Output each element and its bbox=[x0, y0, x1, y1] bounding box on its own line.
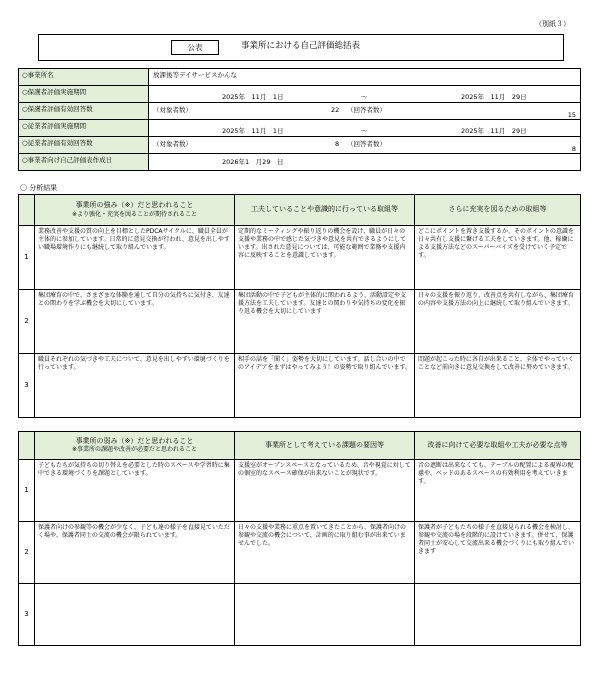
weakness-cell bbox=[35, 584, 235, 646]
table-row bbox=[19, 460, 581, 522]
guardian-period-end: 2025年 11月 29日 bbox=[461, 93, 527, 101]
strengths-header-row bbox=[19, 195, 581, 226]
table-row bbox=[19, 226, 581, 290]
info-row-office bbox=[19, 69, 581, 86]
guardian-target-value: 22 bbox=[331, 106, 340, 114]
staff-target-value: 8 bbox=[335, 140, 340, 148]
guardian-period-start: 2025年 11月 1日 bbox=[222, 93, 284, 101]
table-row bbox=[19, 584, 581, 646]
weakness-improve-cell bbox=[415, 584, 581, 646]
guardian-period-tilde: ～ bbox=[361, 93, 368, 101]
weakness-cause-cell: 日々の支援や業務に重点を置いてきたことから、保護者向けの参観や交流の機会について、計画的に取り組む事が出来ていませんでした。 bbox=[235, 522, 415, 584]
strengths-header-col2: 工夫していることや意識的に行っている取組等 bbox=[235, 195, 415, 226]
table-row bbox=[19, 522, 581, 584]
weakness-cell: 子どもたちが気持ちの切り替えを必要とした時のスペースや学習時に集中できる環境づくりを課題としています。 bbox=[35, 460, 235, 522]
analysis-label: 〇 分析結果 bbox=[20, 184, 58, 192]
weaknesses-header-col2: 事業所として考えている課題の要因等 bbox=[235, 432, 415, 460]
staff-respondent-value: 8 bbox=[571, 145, 576, 153]
strength-cell: 業務改善や支援の質の向上を目標としたPDCAサイクルに、職員全員が主体的に参加しています。日常的に意見交換が行われ、意見を出しやすい職場環境作りにも継続して取り組んでいます。 bbox=[35, 226, 235, 290]
weakness-cause-cell bbox=[235, 584, 415, 646]
weaknesses-header-col1: 事業所の弱み（※）だと思われること ※事業所の課題や改善が必要だと思われること bbox=[35, 432, 235, 460]
strength-effort-cell: 集団活動の中で子どもが主体的に関われるよう、活動設定や支援方法を工夫しています。友達との関わりや気持ちの変化を振り返る機会を大切にしています bbox=[235, 290, 415, 354]
info-table bbox=[18, 68, 581, 171]
strength-improve-cell: 問題が起こった時に各自が出来ること、全体でやっていくことなど前向きに意見交換をして改善に努めていきます。 bbox=[415, 354, 581, 418]
strengths-table bbox=[18, 194, 581, 418]
guardian-period-label: ○保護者評価実施期間 bbox=[19, 86, 149, 103]
table-row bbox=[19, 290, 581, 354]
row-number: 3 bbox=[19, 584, 35, 646]
row-number: 2 bbox=[19, 522, 35, 584]
weakness-cause-cell: 支援室がオープンスペースとなっているため、音や視覚に対しての個室的なスペース確保が出来ないことが現状です。 bbox=[235, 460, 415, 522]
strength-improve-cell: 日々の支援を振り返り、改善点を共有しながら、集団療育の内容や支援方法の向上に継続して取り組んでいきます。 bbox=[415, 290, 581, 354]
created-label: ○事業者向け自己評価表作成日 bbox=[19, 154, 149, 171]
info-row-guardian-period bbox=[19, 86, 581, 103]
row-number: 1 bbox=[19, 226, 35, 290]
strength-cell: 職員それぞれの気づきや工夫について、意見を出しやすい環境づくりを行っています。 bbox=[35, 354, 235, 418]
info-row-staff-count bbox=[19, 137, 581, 154]
info-row-guardian-count bbox=[19, 103, 581, 120]
weakness-improve-cell: 音の遮断は出来なくても、テーブルの配置による視界の配慮や、ベッドのあるスペースの有効利用を考えていきます。 bbox=[415, 460, 581, 522]
created-value: 2026年1 月29 日 bbox=[222, 158, 284, 166]
guardian-respondent-label: （回答者数） bbox=[347, 106, 386, 114]
row-number: 3 bbox=[19, 354, 35, 418]
strengths-header-col1-sub: ※より強化・充実を図ることが期待されること bbox=[71, 210, 198, 218]
office-label: ○事業所名 bbox=[19, 69, 149, 86]
weaknesses-header-row bbox=[19, 432, 581, 460]
strength-effort-cell: 定期的なミーティングや振り返りの機会を設け、職員が日々の支援や業務の中で感じた気づきや意見を共有できるようにしています。出された意見については、可能な範囲で業務や支援内容に反映することを意識しています。 bbox=[235, 226, 415, 290]
strengths-header-col3: さらに充実を図るための取組等 bbox=[415, 195, 581, 226]
row-number: 2 bbox=[19, 290, 35, 354]
weakness-cell: 保護者向けの参観等の機会が少なく、子ども達の様子を直接見ていただく場や、保護者同士の交流の機会が限られています。 bbox=[35, 522, 235, 584]
staff-period-tilde: ～ bbox=[361, 127, 368, 135]
weaknesses-header-col1-sub: ※事業所の課題や改善が必要だと思われること bbox=[71, 446, 198, 454]
staff-target-label: （対象者数） bbox=[153, 140, 192, 148]
title-box bbox=[38, 34, 564, 61]
staff-period-end: 2025年 11月 29日 bbox=[461, 127, 527, 135]
page-title: 事業所における自己評価総括表 bbox=[241, 41, 361, 51]
publication-badge: 公表 bbox=[171, 40, 219, 55]
info-row-created bbox=[19, 154, 581, 171]
info-row-staff-period bbox=[19, 120, 581, 137]
staff-period-start: 2025年 11月 1日 bbox=[222, 127, 284, 135]
staff-period-label: ○従業者評価実施期間 bbox=[19, 120, 149, 137]
strength-cell: 集団療育の中で、さまざまな体験を通して自分の気持ちに気付き、友達との関わりを学ぶ機会を大切にしています。 bbox=[35, 290, 235, 354]
weakness-improve-cell: 保護者が子どもたちの様子を直接見られる機会を検討し、参観や交流の場を段階的に設けていきます。併せて、保護者同士が安心して交流出来る機会づくりにも取り組んでいきます bbox=[415, 522, 581, 584]
guardian-target-label: （対象者数） bbox=[153, 106, 192, 114]
weaknesses-header-col3: 改善に向けて必要な取組や工夫が必要な点等 bbox=[415, 432, 581, 460]
row-number: 1 bbox=[19, 460, 35, 522]
strengths-header-col1: 事業所の強み（※）だと思われること ※より強化・充実を図ることが期待されること bbox=[35, 195, 235, 226]
staff-respondent-label: （回答者数） bbox=[347, 140, 386, 148]
guardian-count-label: ○保護者評価有効回答数 bbox=[19, 103, 149, 120]
annex-label: （別紙３） bbox=[535, 20, 570, 28]
strength-improve-cell: どこにポイントを置き支援するか、そのポイントの意識を日々共有し支援に繋げる工夫をしていきます。他、稼働による支援方法などのスーパーバイズを受けていく予定です。 bbox=[415, 226, 581, 290]
table-row bbox=[19, 354, 581, 418]
weaknesses-table bbox=[18, 431, 581, 646]
strength-effort-cell: 相手の話を「聞く」姿勢を大切にしています。話し合いの中でのアイデアをまずはやってみよう！の姿勢で取り組んでいます。 bbox=[235, 354, 415, 418]
guardian-respondent-value: 15 bbox=[567, 111, 576, 119]
office-value: 放課後等デイサービスかんな bbox=[149, 69, 581, 86]
staff-count-label: ○従業者評価有効回答数 bbox=[19, 137, 149, 154]
